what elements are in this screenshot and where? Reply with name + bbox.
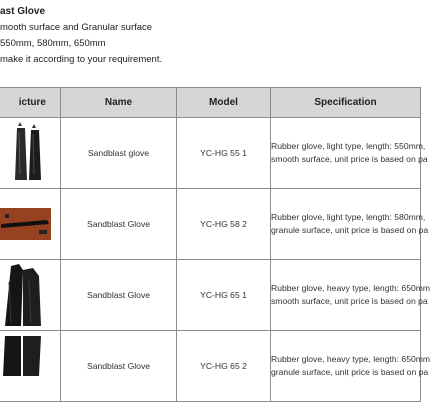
picture-cell (0, 118, 61, 189)
model-cell: YC-HG 65 2 (177, 331, 271, 402)
header-picture: icture (0, 88, 61, 118)
gloves-on-brown-image (0, 204, 51, 244)
glove-pair-image (0, 122, 51, 184)
spec-line: Rubber glove, light type, length: 580mm, (271, 212, 426, 222)
spec-line: Rubber glove, heavy type, length: 650mm (271, 354, 430, 364)
name-cell: Sandblast Glove (61, 260, 177, 331)
spec-cell (271, 260, 430, 331)
spec-cell (271, 118, 428, 189)
picture-cell (0, 331, 61, 402)
table-header-row (0, 88, 421, 118)
spec-line: granule surface, unit price is based on pa (271, 225, 429, 235)
spec-line: Rubber glove, heavy type, length: 650mm (271, 283, 430, 293)
custom-note: make it according to your requirement. (0, 54, 163, 65)
spec-table-wrapper (0, 87, 430, 407)
table-row (0, 118, 421, 189)
name-cell: Sandblast Glove (61, 189, 177, 260)
header-specification: Specification (271, 88, 421, 118)
spec-line: granule surface, unit price is based on pa (271, 367, 429, 377)
spec-cell (271, 331, 430, 402)
product-title: ast Glove (0, 6, 46, 17)
spec-line: smooth surface, unit price is based on pa (271, 296, 428, 306)
name-cell: Sandblast Glove (61, 331, 177, 402)
model-cell: YC-HG 58 2 (177, 189, 271, 260)
model-cell: YC-HG 55 1 (177, 118, 271, 189)
heavy-gloves-image (0, 262, 53, 328)
table-row (0, 260, 421, 331)
spec-table (0, 87, 430, 402)
length-options: 550mm, 580mm, 650mm (0, 38, 106, 49)
model-cell: YC-HG 65 1 (177, 260, 271, 331)
header-name: Name (61, 88, 177, 118)
table-row (0, 189, 421, 260)
spec-line: smooth surface, unit price is based on pa (271, 154, 428, 164)
header-model: Model (177, 88, 271, 118)
spec-cell (271, 189, 429, 260)
name-cell: Sandblast glove (61, 118, 177, 189)
picture-cell (0, 189, 61, 260)
surface-options: mooth surface and Granular surface (0, 22, 153, 33)
spec-line: Rubber glove, light type, length: 550mm, (271, 141, 426, 151)
heavy-gloves-image (0, 336, 53, 396)
picture-cell (0, 260, 61, 331)
table-row (0, 331, 421, 402)
